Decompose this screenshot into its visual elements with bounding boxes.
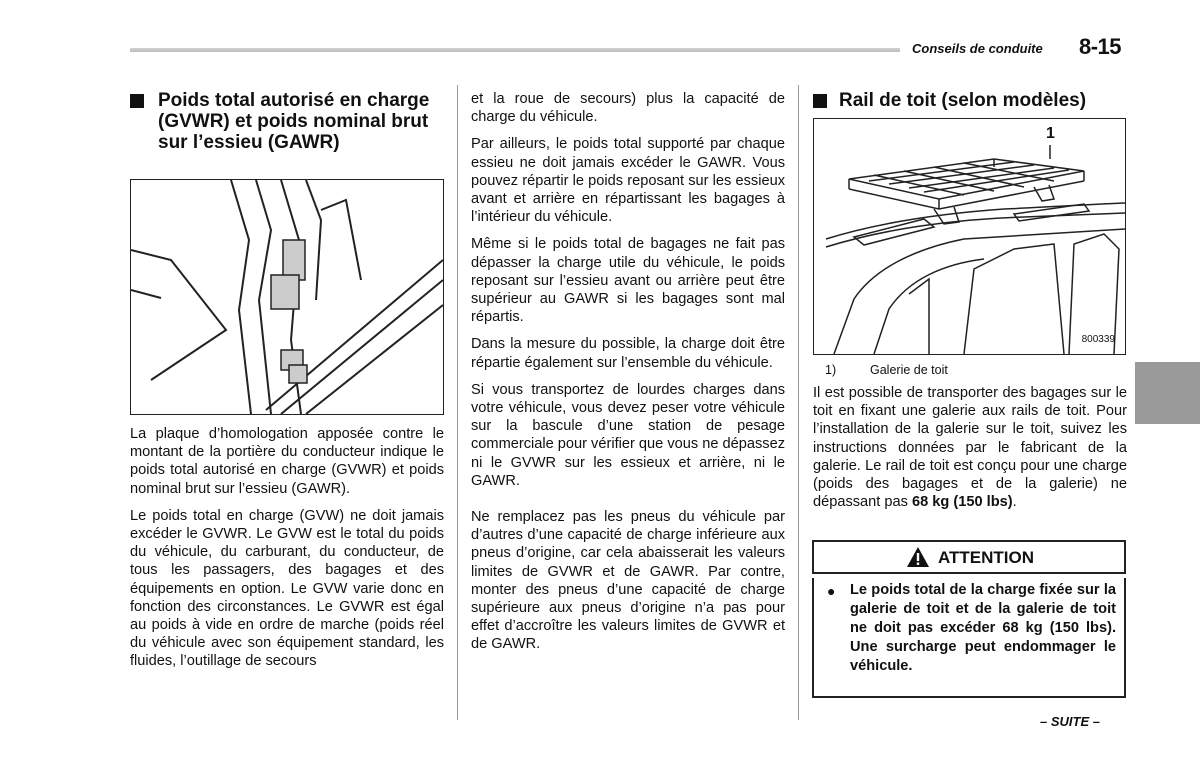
paragraph	[813, 384, 1127, 511]
figure-roof-rack	[813, 118, 1126, 355]
figure-code: 800339	[1081, 334, 1115, 345]
header-rule	[130, 48, 900, 52]
paragraph: Même si le poids total de bagages ne fait pas dépasser la charge utile du véhicule, le poids reposant sur l’essieu avant ou arrière peut être supérieur au GAWR si les bagages sont mal répartis.	[471, 236, 785, 326]
paragraph-text: Il est possible de transporter des bagages sur le toit en fixant une galerie aux rails de toit. Pour l’installation de la galerie sur le toit, suivez les instructions données par le fabricant de la galerie. Le rail de toit est conçu pour une charge (poids des bagages et de la galerie) ne dépassant pas	[813, 385, 1127, 511]
paragraph: Si vous transportez de lourdes charges dans votre véhicule, vous devez peser votre véhicule sur la bascule d’une station de pesage commerciale pour vérifier que vous ne dépassez ni le GVWR sur les essieux et arrière, ni le GAWR.	[471, 381, 785, 489]
figure-door-pillar-plate	[130, 179, 444, 415]
section-heading-roof-rail	[813, 90, 1133, 111]
paragraph: et la roue de secours) plus la capacité de charge du véhicule.	[471, 91, 785, 126]
column-divider-1	[457, 85, 458, 720]
paragraph: Ne remplacez pas les pneus du véhicule par d’autres d’une capacité de charge inférieure aux pneus d’origine, car cela abaisserait les valeurs limites de GVWR et de GAWR. Par contre, monter des pneus d’une capacité de charge supérieure aux pneus d’origine n’a pas pour effet d’accroître les valeurs limites de GVWR et de GAWR.	[471, 509, 785, 653]
caption-text: Galerie de toit	[870, 363, 948, 377]
page-number: 8-15	[1079, 34, 1122, 59]
right-column-body	[813, 384, 1127, 520]
weight-limit: 68 kg (150 lbs)	[912, 494, 1013, 511]
paragraph: La plaque d’homologation apposée contre le montant de la portière du conducteur indique le poids total autorisé en charge (GVWR) et poids nominal brut sur l’essieu (GAWR).	[130, 426, 444, 497]
figure-caption	[825, 363, 948, 377]
attention-header	[812, 540, 1126, 574]
left-column-body	[130, 425, 444, 680]
paragraph: Le poids total en charge (GVW) ne doit jamais excéder le GVWR. Le GVW est le total du poids du véhicule, du carburant, du conducteur, de tous les passagers, des bagages et des équipements en option. Le GVW varie donc en fonction des circonstances. Le GVWR est égal au poids à vide en ordre de marche (poids réel du véhicule avec son équipement standard, les fluides, l’outillage de secours	[130, 507, 444, 670]
section-heading-gvwr	[130, 90, 430, 153]
heading-text: Poids total autorisé en charge (GVWR) et poids nominal brut sur l’essieu (GAWR)	[158, 90, 430, 153]
middle-column-body	[471, 90, 785, 663]
attention-text: Le poids total de la charge fixée sur la galerie de toit et de la galerie de toit ne doit pas excéder 68 kg (150 lbs). Une surcharge peut endommager le véhicule.	[850, 582, 1116, 674]
roof-rack-illustration	[814, 119, 1125, 354]
attention-body	[812, 578, 1126, 698]
heading-square-bullet	[130, 94, 144, 108]
column-divider-2	[798, 85, 799, 720]
running-header-title: Conseils de conduite	[912, 41, 1043, 56]
paragraph-end: .	[1012, 494, 1017, 511]
attention-title: ATTENTION	[938, 548, 1035, 567]
bullet: ●	[827, 583, 836, 599]
door-pillar-illustration	[131, 180, 443, 414]
heading-text: Rail de toit (selon modèles)	[839, 90, 1087, 111]
heading-square-bullet	[813, 94, 827, 108]
paragraph: Par ailleurs, le poids total supporté par chaque essieu ne doit jamais excéder le GAWR. Vous pouvez répartir le poids reposant sur les essieux avant et arrière en répartissant les bagages à l’intérieur du véhicule.	[471, 136, 785, 226]
caption-number: 1)	[825, 363, 837, 377]
warning-triangle-icon	[906, 546, 930, 568]
figure-callout-label: 1	[1046, 125, 1055, 142]
section-thumb-tab	[1135, 362, 1200, 424]
paragraph: Dans la mesure du possible, la charge doit être répartie également sur l’ensemble du véhicule.	[471, 336, 785, 371]
continued-marker: – SUITE –	[1040, 714, 1100, 729]
